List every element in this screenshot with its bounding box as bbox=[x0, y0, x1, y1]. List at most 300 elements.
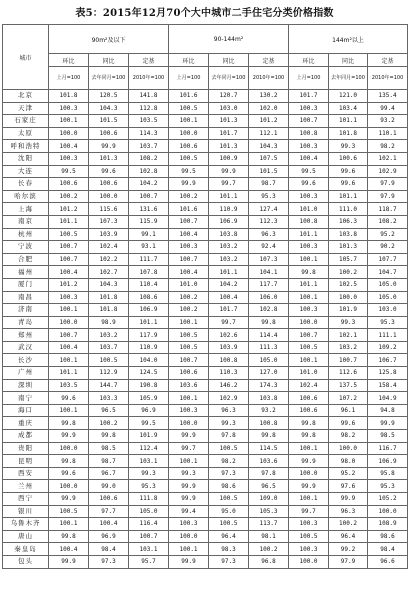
index-value: 106.0 bbox=[249, 291, 289, 304]
index-value: 99.9 bbox=[329, 493, 368, 506]
city-name: 福州 bbox=[3, 266, 49, 279]
index-value: 100.7 bbox=[329, 354, 368, 367]
city-column-header: 城市 bbox=[3, 25, 49, 90]
index-value: 97.8 bbox=[209, 430, 249, 443]
index-value: 100.5 bbox=[169, 329, 209, 342]
city-name: 唐山 bbox=[3, 530, 49, 543]
index-value: 99.8 bbox=[49, 530, 89, 543]
index-value: 99.5 bbox=[49, 165, 89, 178]
table-row bbox=[3, 367, 408, 380]
table-row bbox=[3, 278, 408, 291]
price-index-table bbox=[2, 24, 408, 569]
group-header-medium: 90-144m² bbox=[169, 25, 289, 54]
index-value: 100.4 bbox=[49, 341, 89, 354]
index-value: 98.9 bbox=[89, 316, 129, 329]
index-value: 95.2 bbox=[368, 228, 408, 241]
index-value: 103.5 bbox=[49, 379, 89, 392]
index-value: 115.6 bbox=[89, 203, 129, 216]
city-name: 贵阳 bbox=[3, 442, 49, 455]
index-value: 135.4 bbox=[368, 90, 408, 103]
index-value: 137.5 bbox=[329, 379, 368, 392]
index-value: 97.6 bbox=[329, 480, 368, 493]
index-value: 116.4 bbox=[129, 518, 169, 531]
index-value: 107.3 bbox=[249, 253, 289, 266]
city-name: 包头 bbox=[3, 555, 49, 568]
index-value: 100.3 bbox=[289, 241, 329, 254]
table-row bbox=[3, 215, 408, 228]
index-value: 103.4 bbox=[329, 102, 368, 115]
subgroup-header: 环比 bbox=[169, 54, 209, 67]
index-value: 98.3 bbox=[209, 543, 249, 556]
index-value: 104.0 bbox=[129, 354, 169, 367]
city-name: 长沙 bbox=[3, 354, 49, 367]
index-value: 99.7 bbox=[169, 442, 209, 455]
index-value: 103.9 bbox=[209, 341, 249, 354]
index-value: 93.2 bbox=[368, 115, 408, 128]
subgroup-header: 同比 bbox=[89, 54, 129, 67]
index-value: 96.4 bbox=[209, 530, 249, 543]
index-value: 100.3 bbox=[289, 190, 329, 203]
index-value: 120.7 bbox=[209, 90, 249, 103]
index-value: 158.4 bbox=[368, 379, 408, 392]
index-value: 102.4 bbox=[89, 241, 129, 254]
index-value: 100.8 bbox=[289, 127, 329, 140]
index-value: 106.3 bbox=[329, 215, 368, 228]
table-row bbox=[3, 115, 408, 128]
index-value: 95.3 bbox=[368, 480, 408, 493]
index-value: 100.2 bbox=[169, 291, 209, 304]
index-value: 101.3 bbox=[329, 241, 368, 254]
index-value: 127.4 bbox=[249, 203, 289, 216]
table-row bbox=[3, 480, 408, 493]
city-name: 青岛 bbox=[3, 316, 49, 329]
index-value: 100.4 bbox=[49, 543, 89, 556]
index-value: 99.8 bbox=[49, 455, 89, 468]
index-value: 109.2 bbox=[368, 341, 408, 354]
index-value: 102.8 bbox=[249, 304, 289, 317]
index-value: 117.9 bbox=[129, 329, 169, 342]
city-name: 上海 bbox=[3, 203, 49, 216]
index-value: 98.6 bbox=[209, 480, 249, 493]
index-value: 141.8 bbox=[129, 90, 169, 103]
index-value: 100.1 bbox=[289, 442, 329, 455]
index-value: 100.4 bbox=[49, 266, 89, 279]
index-value: 104.3 bbox=[249, 140, 289, 153]
table-row bbox=[3, 455, 408, 468]
index-value: 101.7 bbox=[209, 304, 249, 317]
index-value: 101.0 bbox=[289, 203, 329, 216]
index-value: 100.0 bbox=[289, 467, 329, 480]
table-row bbox=[3, 190, 408, 203]
base-header: 2010年=100 bbox=[368, 67, 408, 90]
index-value: 144.7 bbox=[89, 379, 129, 392]
index-value: 103.0 bbox=[209, 102, 249, 115]
index-value: 101.8 bbox=[89, 304, 129, 317]
index-value: 97.3 bbox=[209, 555, 249, 568]
table-row bbox=[3, 430, 408, 443]
index-value: 102.4 bbox=[289, 379, 329, 392]
index-value: 95.2 bbox=[329, 467, 368, 480]
index-value: 99.2 bbox=[329, 543, 368, 556]
index-value: 130.2 bbox=[249, 90, 289, 103]
index-value: 101.1 bbox=[289, 278, 329, 291]
index-value: 102.9 bbox=[209, 392, 249, 405]
index-value: 100.7 bbox=[289, 115, 329, 128]
base-header: 去年同月=100 bbox=[89, 67, 129, 90]
index-value: 127.0 bbox=[249, 367, 289, 380]
index-value: 100.3 bbox=[289, 102, 329, 115]
subgroup-header: 环比 bbox=[289, 54, 329, 67]
table-row bbox=[3, 417, 408, 430]
index-value: 93.2 bbox=[249, 404, 289, 417]
index-value: 103.5 bbox=[129, 115, 169, 128]
index-value: 97.3 bbox=[89, 555, 129, 568]
index-value: 114.4 bbox=[249, 329, 289, 342]
index-value: 106.9 bbox=[209, 215, 249, 228]
index-value: 100.1 bbox=[169, 543, 209, 556]
index-value: 146.2 bbox=[209, 379, 249, 392]
table-row bbox=[3, 505, 408, 518]
table-row bbox=[3, 341, 408, 354]
table-row bbox=[3, 467, 408, 480]
index-value: 105.0 bbox=[249, 354, 289, 367]
index-value: 95.3 bbox=[129, 480, 169, 493]
index-value: 99.8 bbox=[49, 417, 89, 430]
index-value: 111.3 bbox=[249, 341, 289, 354]
index-value: 105.3 bbox=[249, 505, 289, 518]
index-value: 100.0 bbox=[49, 480, 89, 493]
index-value: 100.4 bbox=[209, 291, 249, 304]
index-value: 96.3 bbox=[329, 505, 368, 518]
index-value: 101.6 bbox=[169, 203, 209, 216]
index-value: 100.6 bbox=[49, 178, 89, 191]
index-value: 99.1 bbox=[129, 228, 169, 241]
index-value: 100.1 bbox=[49, 404, 89, 417]
index-value: 99.8 bbox=[289, 266, 329, 279]
index-value: 98.7 bbox=[249, 178, 289, 191]
index-value: 101.1 bbox=[289, 228, 329, 241]
index-value: 101.2 bbox=[249, 115, 289, 128]
index-value: 99.6 bbox=[289, 178, 329, 191]
index-value: 190.8 bbox=[129, 379, 169, 392]
index-value: 99.7 bbox=[209, 178, 249, 191]
index-value: 111.7 bbox=[129, 253, 169, 266]
index-value: 100.3 bbox=[289, 518, 329, 531]
table-row bbox=[3, 404, 408, 417]
index-value: 97.9 bbox=[329, 555, 368, 568]
table-row bbox=[3, 241, 408, 254]
index-value: 97.3 bbox=[209, 467, 249, 480]
city-name: 海口 bbox=[3, 404, 49, 417]
index-value: 99.6 bbox=[49, 467, 89, 480]
index-value: 96.4 bbox=[329, 530, 368, 543]
table-row bbox=[3, 178, 408, 191]
index-value: 111.1 bbox=[368, 329, 408, 342]
index-value: 104.7 bbox=[368, 266, 408, 279]
index-value: 100.2 bbox=[329, 266, 368, 279]
index-value: 100.3 bbox=[289, 304, 329, 317]
index-value: 103.2 bbox=[329, 341, 368, 354]
city-name: 银川 bbox=[3, 505, 49, 518]
city-name: 合肥 bbox=[3, 253, 49, 266]
index-value: 100.6 bbox=[89, 127, 129, 140]
index-value: 100.2 bbox=[169, 190, 209, 203]
index-value: 105.2 bbox=[368, 493, 408, 506]
index-value: 101.2 bbox=[49, 278, 89, 291]
index-value: 99.0 bbox=[89, 480, 129, 493]
group-header-large: 144m²以上 bbox=[289, 25, 408, 54]
index-value: 99.6 bbox=[49, 392, 89, 405]
index-value: 99.4 bbox=[368, 102, 408, 115]
index-value: 99.9 bbox=[209, 165, 249, 178]
index-value: 97.9 bbox=[368, 190, 408, 203]
index-value: 104.2 bbox=[129, 178, 169, 191]
city-name: 深圳 bbox=[3, 379, 49, 392]
index-value: 108.9 bbox=[368, 518, 408, 531]
index-value: 99.8 bbox=[249, 430, 289, 443]
index-value: 99.4 bbox=[169, 505, 209, 518]
city-name: 兰州 bbox=[3, 480, 49, 493]
index-value: 99.6 bbox=[329, 178, 368, 191]
index-value: 100.3 bbox=[169, 404, 209, 417]
index-value: 99.9 bbox=[169, 178, 209, 191]
index-value: 117.7 bbox=[249, 278, 289, 291]
index-value: 100.1 bbox=[49, 518, 89, 531]
index-value: 99.6 bbox=[329, 417, 368, 430]
index-value: 103.8 bbox=[249, 392, 289, 405]
index-value: 100.1 bbox=[169, 392, 209, 405]
index-value: 100.5 bbox=[169, 341, 209, 354]
index-value: 108.2 bbox=[129, 152, 169, 165]
index-value: 101.1 bbox=[129, 316, 169, 329]
index-value: 106.9 bbox=[129, 304, 169, 317]
table-row bbox=[3, 304, 408, 317]
index-value: 99.7 bbox=[289, 505, 329, 518]
base-header: 去年同月=100 bbox=[209, 67, 249, 90]
table-row bbox=[3, 228, 408, 241]
table-row bbox=[3, 354, 408, 367]
index-value: 108.6 bbox=[129, 291, 169, 304]
index-value: 100.6 bbox=[89, 493, 129, 506]
index-value: 107.8 bbox=[129, 266, 169, 279]
table-row bbox=[3, 203, 408, 216]
index-value: 99.9 bbox=[49, 493, 89, 506]
city-name: 西宁 bbox=[3, 493, 49, 506]
city-name: 哈尔滨 bbox=[3, 190, 49, 203]
index-value: 104.3 bbox=[89, 278, 129, 291]
index-value: 107.2 bbox=[329, 392, 368, 405]
index-value: 100.3 bbox=[289, 543, 329, 556]
index-value: 112.4 bbox=[129, 442, 169, 455]
index-value: 110.9 bbox=[209, 203, 249, 216]
index-value: 103.6 bbox=[169, 379, 209, 392]
index-value: 103.8 bbox=[209, 228, 249, 241]
table-row bbox=[3, 266, 408, 279]
index-value: 92.4 bbox=[249, 241, 289, 254]
index-value: 102.1 bbox=[368, 152, 408, 165]
index-value: 99.8 bbox=[289, 430, 329, 443]
index-value: 99.9 bbox=[368, 417, 408, 430]
city-name: 昆明 bbox=[3, 455, 49, 468]
index-value: 100.5 bbox=[49, 505, 89, 518]
index-value: 100.2 bbox=[49, 190, 89, 203]
index-value: 102.5 bbox=[329, 278, 368, 291]
city-name: 杭州 bbox=[3, 228, 49, 241]
index-value: 95.3 bbox=[368, 316, 408, 329]
index-value: 103.1 bbox=[129, 543, 169, 556]
table-row bbox=[3, 152, 408, 165]
table-body bbox=[3, 90, 408, 569]
index-value: 112.6 bbox=[329, 367, 368, 380]
subgroup-header: 定基 bbox=[249, 54, 289, 67]
index-value: 98.5 bbox=[368, 430, 408, 443]
index-value: 105.0 bbox=[129, 505, 169, 518]
index-value: 99.9 bbox=[49, 430, 89, 443]
index-value: 100.6 bbox=[169, 367, 209, 380]
index-value: 98.7 bbox=[89, 455, 129, 468]
index-value: 94.8 bbox=[368, 404, 408, 417]
city-name: 宁波 bbox=[3, 241, 49, 254]
city-name: 太原 bbox=[3, 127, 49, 140]
index-value: 100.1 bbox=[169, 455, 209, 468]
table-row bbox=[3, 442, 408, 455]
index-value: 100.7 bbox=[49, 241, 89, 254]
index-value: 100.3 bbox=[49, 152, 89, 165]
city-name: 南京 bbox=[3, 215, 49, 228]
index-value: 100.4 bbox=[89, 518, 129, 531]
index-value: 100.2 bbox=[249, 543, 289, 556]
index-value: 99.5 bbox=[169, 165, 209, 178]
city-name: 厦门 bbox=[3, 278, 49, 291]
index-value: 100.7 bbox=[129, 530, 169, 543]
index-value: 120.5 bbox=[89, 90, 129, 103]
index-value: 96.6 bbox=[368, 555, 408, 568]
city-name: 长春 bbox=[3, 178, 49, 191]
table-row bbox=[3, 392, 408, 405]
index-value: 100.6 bbox=[329, 152, 368, 165]
city-name: 乌鲁木齐 bbox=[3, 518, 49, 531]
index-value: 105.7 bbox=[329, 253, 368, 266]
table-row bbox=[3, 165, 408, 178]
base-header: 去年同月=100 bbox=[329, 67, 368, 90]
index-value: 100.7 bbox=[169, 215, 209, 228]
index-value: 107.5 bbox=[249, 152, 289, 165]
index-value: 99.6 bbox=[89, 165, 129, 178]
index-value: 104.2 bbox=[209, 278, 249, 291]
index-value: 97.8 bbox=[249, 467, 289, 480]
city-name: 重庆 bbox=[3, 417, 49, 430]
city-name: 天津 bbox=[3, 102, 49, 115]
index-value: 100.5 bbox=[289, 341, 329, 354]
table-row bbox=[3, 543, 408, 556]
index-value: 102.1 bbox=[329, 329, 368, 342]
table-row bbox=[3, 518, 408, 531]
city-name: 广州 bbox=[3, 367, 49, 380]
index-value: 100.5 bbox=[49, 228, 89, 241]
index-value: 100.5 bbox=[209, 518, 249, 531]
table-row bbox=[3, 555, 408, 568]
index-value: 99.9 bbox=[169, 480, 209, 493]
city-name: 成都 bbox=[3, 430, 49, 443]
table-row bbox=[3, 530, 408, 543]
index-value: 101.6 bbox=[169, 90, 209, 103]
index-value: 100.2 bbox=[89, 417, 129, 430]
index-value: 100.2 bbox=[329, 518, 368, 531]
index-value: 100.7 bbox=[129, 190, 169, 203]
index-value: 101.7 bbox=[209, 127, 249, 140]
index-value: 99.3 bbox=[169, 467, 209, 480]
index-value: 101.1 bbox=[329, 115, 368, 128]
subgroup-header: 同比 bbox=[329, 54, 368, 67]
index-value: 97.9 bbox=[368, 178, 408, 191]
index-value: 100.1 bbox=[289, 253, 329, 266]
index-value: 100.7 bbox=[49, 329, 89, 342]
index-value: 99.9 bbox=[169, 555, 209, 568]
index-value: 103.2 bbox=[209, 253, 249, 266]
index-value: 101.0 bbox=[289, 367, 329, 380]
index-value: 101.8 bbox=[329, 127, 368, 140]
index-value: 101.1 bbox=[49, 215, 89, 228]
table-row bbox=[3, 253, 408, 266]
city-name: 郑州 bbox=[3, 329, 49, 342]
index-value: 99.6 bbox=[329, 165, 368, 178]
index-value: 111.8 bbox=[129, 493, 169, 506]
index-value: 101.1 bbox=[329, 190, 368, 203]
index-value: 100.3 bbox=[169, 241, 209, 254]
index-value: 100.1 bbox=[289, 354, 329, 367]
index-value: 99.8 bbox=[249, 316, 289, 329]
table-row bbox=[3, 140, 408, 153]
index-value: 101.9 bbox=[129, 430, 169, 443]
index-value: 100.1 bbox=[49, 354, 89, 367]
index-value: 107.3 bbox=[89, 215, 129, 228]
city-name: 济南 bbox=[3, 304, 49, 317]
index-value: 98.5 bbox=[89, 442, 129, 455]
index-value: 98.2 bbox=[329, 430, 368, 443]
index-value: 103.7 bbox=[89, 341, 129, 354]
table-row bbox=[3, 90, 408, 103]
index-value: 96.7 bbox=[89, 467, 129, 480]
index-value: 107.7 bbox=[368, 253, 408, 266]
index-value: 95.3 bbox=[249, 190, 289, 203]
table-title: 表5：2015年12月70个大中城市二手住宅分类价格指数 bbox=[75, 8, 334, 19]
index-value: 99.9 bbox=[89, 140, 129, 153]
index-value: 103.3 bbox=[89, 392, 129, 405]
index-value: 100.4 bbox=[169, 266, 209, 279]
index-value: 100.1 bbox=[169, 316, 209, 329]
index-value: 96.5 bbox=[249, 480, 289, 493]
index-value: 100.5 bbox=[209, 442, 249, 455]
index-value: 103.6 bbox=[249, 455, 289, 468]
index-value: 96.5 bbox=[89, 404, 129, 417]
index-value: 100.8 bbox=[289, 215, 329, 228]
index-value: 103.2 bbox=[209, 241, 249, 254]
index-value: 100.7 bbox=[289, 329, 329, 342]
index-value: 100.6 bbox=[289, 404, 329, 417]
index-value: 105.0 bbox=[368, 291, 408, 304]
index-value: 97.7 bbox=[89, 505, 129, 518]
index-value: 118.7 bbox=[368, 203, 408, 216]
index-value: 99.5 bbox=[289, 165, 329, 178]
index-value: 100.3 bbox=[169, 518, 209, 531]
index-value: 100.1 bbox=[289, 493, 329, 506]
index-value: 100.0 bbox=[169, 417, 209, 430]
index-value: 124.5 bbox=[129, 367, 169, 380]
index-value: 103.2 bbox=[89, 329, 129, 342]
index-value: 100.0 bbox=[169, 127, 209, 140]
index-value: 90.2 bbox=[368, 241, 408, 254]
index-value: 96.8 bbox=[249, 555, 289, 568]
